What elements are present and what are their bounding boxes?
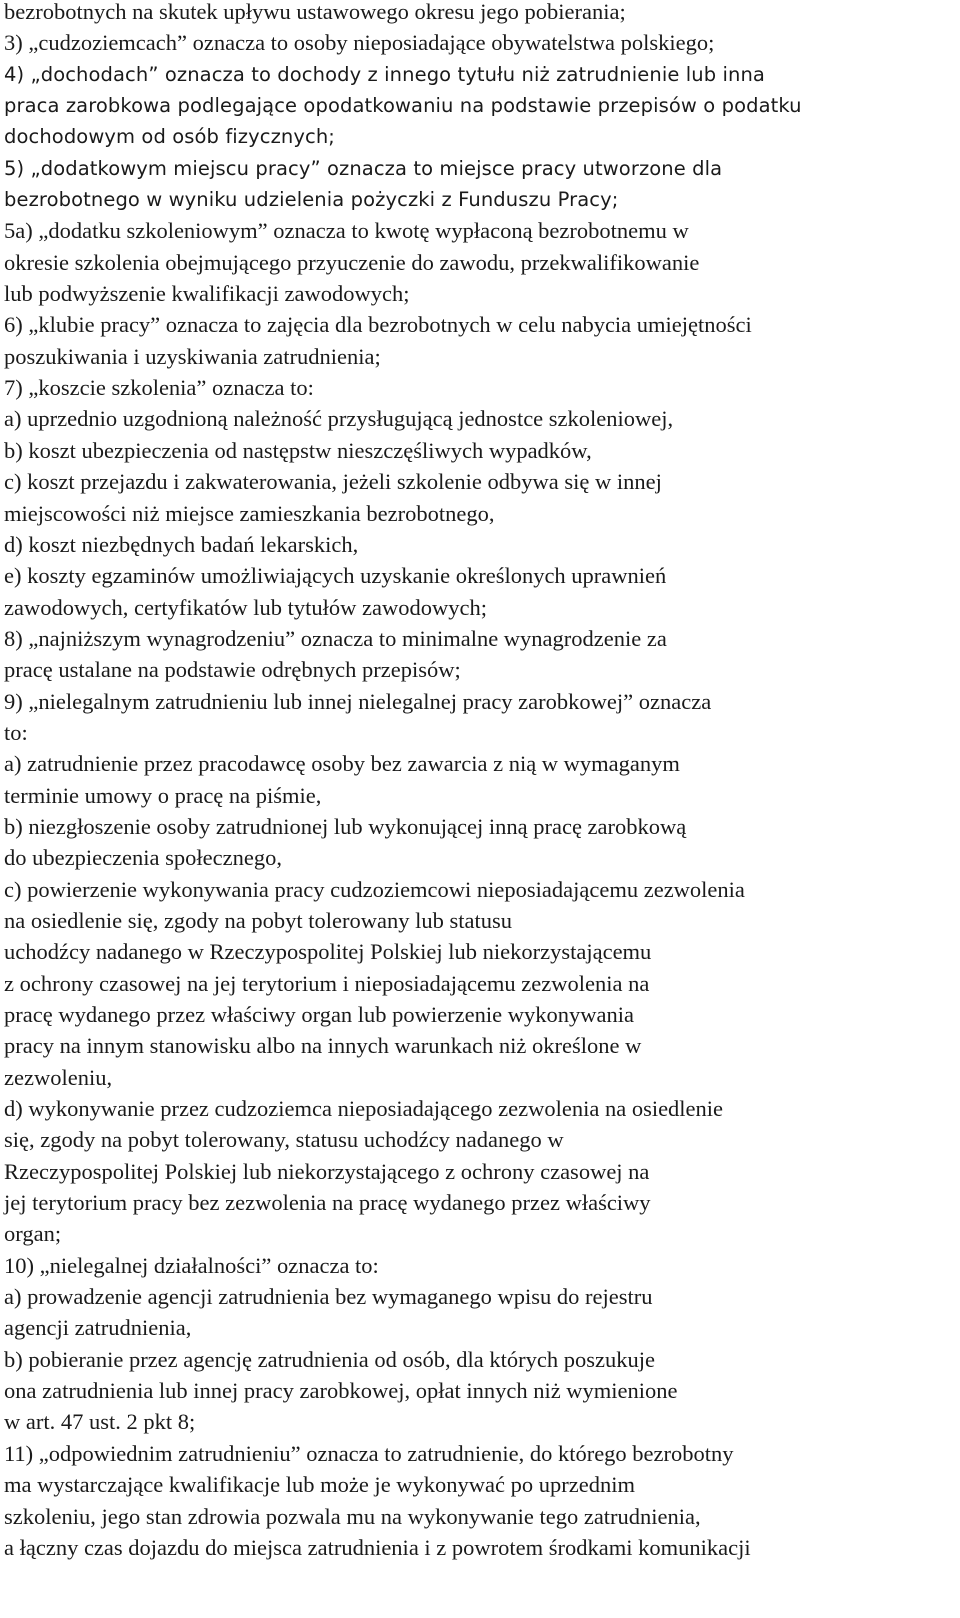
text-line: e) koszty egzaminów umożliwiających uzyskanie określonych uprawnień [4,563,667,589]
text-line: pracy na innym stanowisku albo na innych warunkach niż określone w [4,1033,642,1059]
text-line: to: [4,719,28,745]
text-line: ona zatrudnienia lub innej pracy zarobkowej, opłat innych niż wymienione [4,1378,678,1404]
text-line: uchodźcy nadanego w Rzeczypospolitej Polskiej lub niekorzystającemu [4,939,652,965]
text-line: pracę wydanego przez właściwy organ lub powierzenie wykonywania [4,1002,634,1027]
text-line: 5a) „dodatku szkoleniowym” oznacza to kwotę wypłaconą bezrobotnemu w [4,218,689,244]
text-line: c) koszt przejazdu i zakwaterowania, jeżeli szkolenie odbywa się w innej [4,469,662,495]
text-line: praca zarobkowa podlegające opodatkowaniu na podstawie przepisów o podatku [4,94,802,118]
text-line: 8) „najniższym wynagrodzeniu” oznacza to minimalne wynagrodzenie za [4,625,667,651]
text-line: 10) „nielegalnej działalności” oznacza to: [4,1252,379,1278]
text-line: a) uprzednio uzgodnioną należność przysługującą jednostce szkoleniowej, [4,406,674,432]
text-line: Rzeczypospolitej Polskiej lub niekorzystającego z ochrony czasowej na [4,1158,650,1184]
text-line: a) zatrudnienie przez pracodawcę osoby bez zawarcia z nią w wymaganym [4,751,680,777]
text-line: w art. 47 ust. 2 pkt 8; [4,1409,196,1435]
text-line: a) prowadzenie agencji zatrudnienia bez wymaganego wpisu do rejestru [4,1284,653,1310]
text-line: z ochrony czasowej na jej terytorium i nieposiadającemu zezwolenia na [4,970,650,996]
text-line: lub podwyższenie kwalifikacji zawodowych; [4,281,410,307]
text-line: a łączny czas dojazdu do miejsca zatrudnienia i z powrotem środkami komunikacji [4,1534,751,1560]
text-line: na osiedlenie się, zgody na pobyt tolerowany lub statusu [4,907,513,933]
text-line: 5) „dodatkowym miejscu pracy” oznacza to miejsce pracy utworzone dla [4,156,723,180]
text-line: 7) „koszcie szkolenia” oznacza to: [4,375,314,401]
text-line: 3) „cudzoziemcach” oznacza to osoby nieposiadające obywatelstwa polskiego; [4,30,715,56]
text-line: b) pobieranie przez agencję zatrudnienia od osób, dla których poszukuje [4,1346,655,1372]
text-line: agencji zatrudnienia, [4,1315,192,1341]
text-line: b) niezgłoszenie osoby zatrudnionej lub wykonującej inną pracę zarobkową [4,813,687,839]
text-line: c) powierzenie wykonywania pracy cudzoziemcowi nieposiadającemu zezwolenia [4,876,745,902]
text-line: do ubezpieczenia społecznego, [4,845,282,871]
text-line: bezrobotnego w wyniku udzielenia pożyczki z Funduszu Pracy; [4,188,619,212]
text-line: ma wystarczające kwalifikacje lub może je wykonywać po uprzednim [4,1472,635,1498]
text-line: 11) „odpowiednim zatrudnieniu” oznacza to zatrudnienie, do którego bezrobotny [4,1440,734,1466]
text-line: organ; [4,1221,62,1247]
text-line: terminie umowy o pracę na piśmie, [4,782,322,808]
text-line: zawodowych, certyfikatów lub tytułów zawodowych; [4,594,487,620]
text-line: dochodowym od osób fizycznych; [4,125,335,149]
text-line: bezrobotnych na skutek upływu ustawowego okresu jego pobierania; [4,0,626,24]
text-line: b) koszt ubezpieczenia od następstw nieszczęśliwych wypadków, [4,437,592,463]
text-line: d) koszt niezbędnych badań lekarskich, [4,531,359,557]
text-line: pracę ustalane na podstawie odrębnych przepisów; [4,657,461,683]
text-line: poszukiwania i uzyskiwania zatrudnienia; [4,343,381,369]
text-line: szkoleniu, jego stan zdrowia pozwala mu na wykonywanie tego zatrudnienia, [4,1503,701,1529]
text-line: jej terytorium pracy bez zezwolenia na pracę wydanego przez właściwy [4,1190,651,1216]
text-line: miejscowości niż miejsce zamieszkania bezrobotnego, [4,500,495,526]
text-line: okresie szkolenia obejmującego przyuczenie do zawodu, przekwalifikowanie [4,249,700,275]
text-line: 6) „klubie pracy” oznacza to zajęcia dla bezrobotnych w celu nabycia umiejętności [4,312,752,338]
text-line: 4) „dochodach” oznacza to dochody z innego tytułu niż zatrudnienie lub inna [4,62,765,86]
text-line: zezwoleniu, [4,1064,113,1090]
text-line: 9) „nielegalnym zatrudnieniu lub innej nielegalnej pracy zarobkowej” oznacza [4,688,712,714]
text-line: się, zgody na pobyt tolerowany, statusu uchodźcy nadanego w [4,1127,564,1153]
text-line: d) wykonywanie przez cudzoziemca nieposiadającego zezwolenia na osiedlenie [4,1096,724,1122]
